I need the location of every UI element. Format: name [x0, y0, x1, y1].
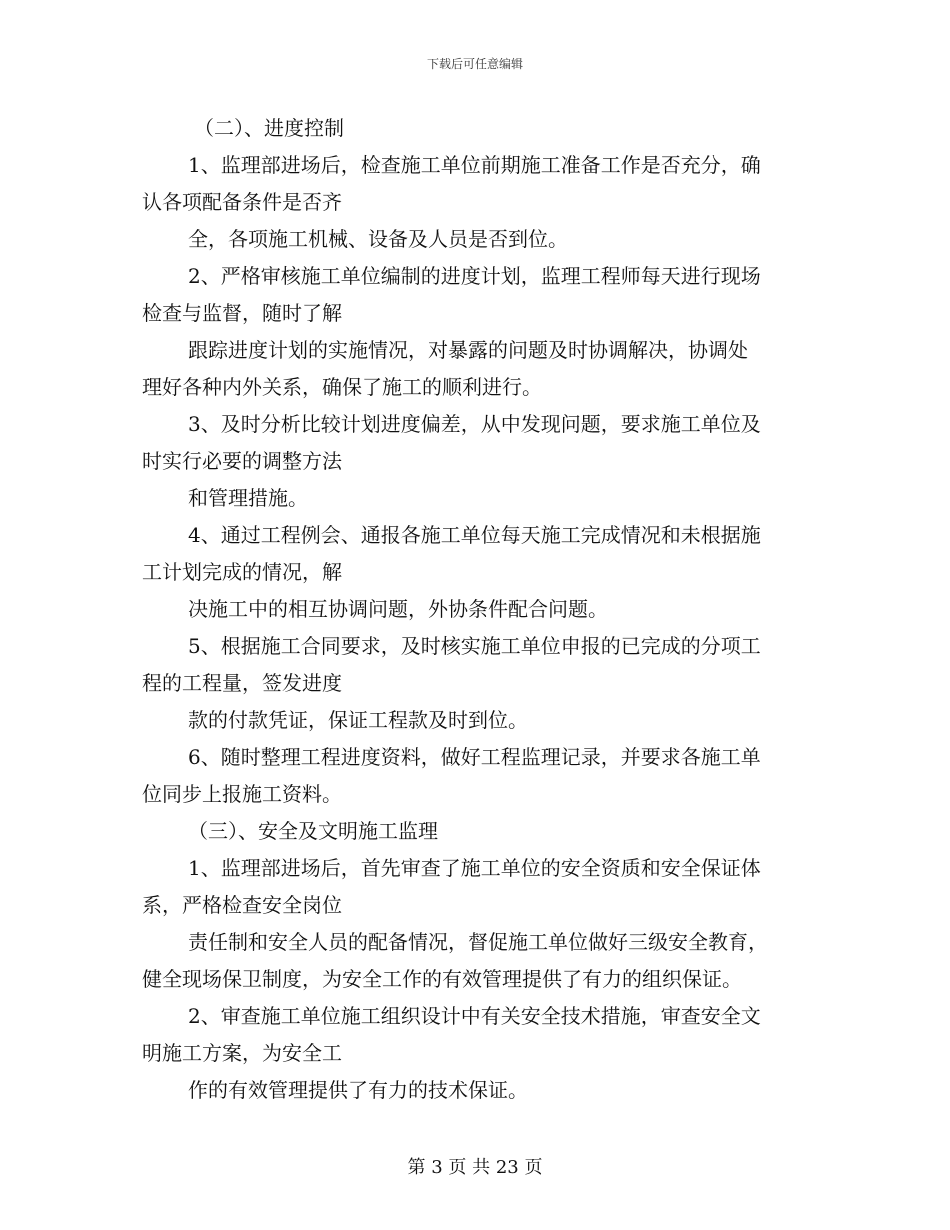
paragraph-line: 健全现场保卫制度，为安全工作的有效管理提供了有力的组织保证。 [142, 967, 742, 991]
paragraph-line: 时实行必要的调整方法 [142, 449, 342, 473]
paragraph-line: 位同步上报施工资料。 [142, 782, 342, 806]
page-header: 下载后可任意编辑 [426, 57, 523, 71]
document-body [142, 110, 810, 1109]
paragraph-line: 1、监理部进场后，检查施工单位前期施工准备工作是否充分，确 [188, 153, 761, 177]
section-heading-progress-control: （二）、进度控制 [194, 116, 344, 140]
paragraph-line: 款的付款凭证，保证工程款及时到位。 [188, 708, 528, 732]
paragraph-line: 检查与监督，随时了解 [142, 301, 342, 325]
paragraph-line: 工计划完成的情况，解 [142, 560, 342, 584]
paragraph-line: 2、严格审核施工单位编制的进度计划，监理工程师每天进行现场 [188, 264, 761, 288]
paragraph-line: 认各项配备条件是否齐 [142, 190, 342, 214]
paragraph-line: 作的有效管理提供了有力的技术保证。 [188, 1078, 528, 1102]
paragraph-line: 系，严格检查安全岗位 [142, 893, 342, 917]
section-heading-safety-civilized-construction: （三）、安全及文明施工监理 [188, 819, 438, 843]
paragraph-line: 5、根据施工合同要求，及时核实施工单位申报的已完成的分项工 [188, 634, 761, 658]
paragraph-line: 理好各种内外关系，确保了施工的顺利进行。 [142, 375, 542, 399]
paragraph-line: 3、及时分析比较计划进度偏差，从中发现问题，要求施工单位及 [188, 412, 761, 436]
paragraph-line: 4、通过工程例会、通报各施工单位每天施工完成情况和未根据施 [188, 523, 761, 547]
paragraph-line: 明施工方案，为安全工 [142, 1041, 342, 1065]
paragraph-line: 全，各项施工机械、设备及人员是否到位。 [188, 227, 568, 251]
paragraph-line: 6、随时整理工程进度资料，做好工程监理记录，并要求各施工单 [188, 745, 761, 769]
paragraph-line: 程的工程量，签发进度 [142, 671, 342, 695]
page-number-footer: 第 3 页 共 23 页 [407, 1157, 543, 1178]
paragraph-line: 跟踪进度计划的实施情况，对暴露的问题及时协调解决，协调处 [188, 338, 748, 362]
paragraph-line: 和管理措施。 [188, 486, 308, 510]
paragraph-line: 1、监理部进场后，首先审查了施工单位的安全资质和安全保证体 [188, 856, 761, 880]
paragraph-line: 责任制和安全人员的配备情况，督促施工单位做好三级安全教育， [188, 930, 768, 954]
paragraph-line: 决施工中的相互协调问题，外协条件配合问题。 [188, 597, 608, 621]
paragraph-line: 2、审查施工单位施工组织设计中有关安全技术措施，审查安全文 [188, 1004, 761, 1028]
